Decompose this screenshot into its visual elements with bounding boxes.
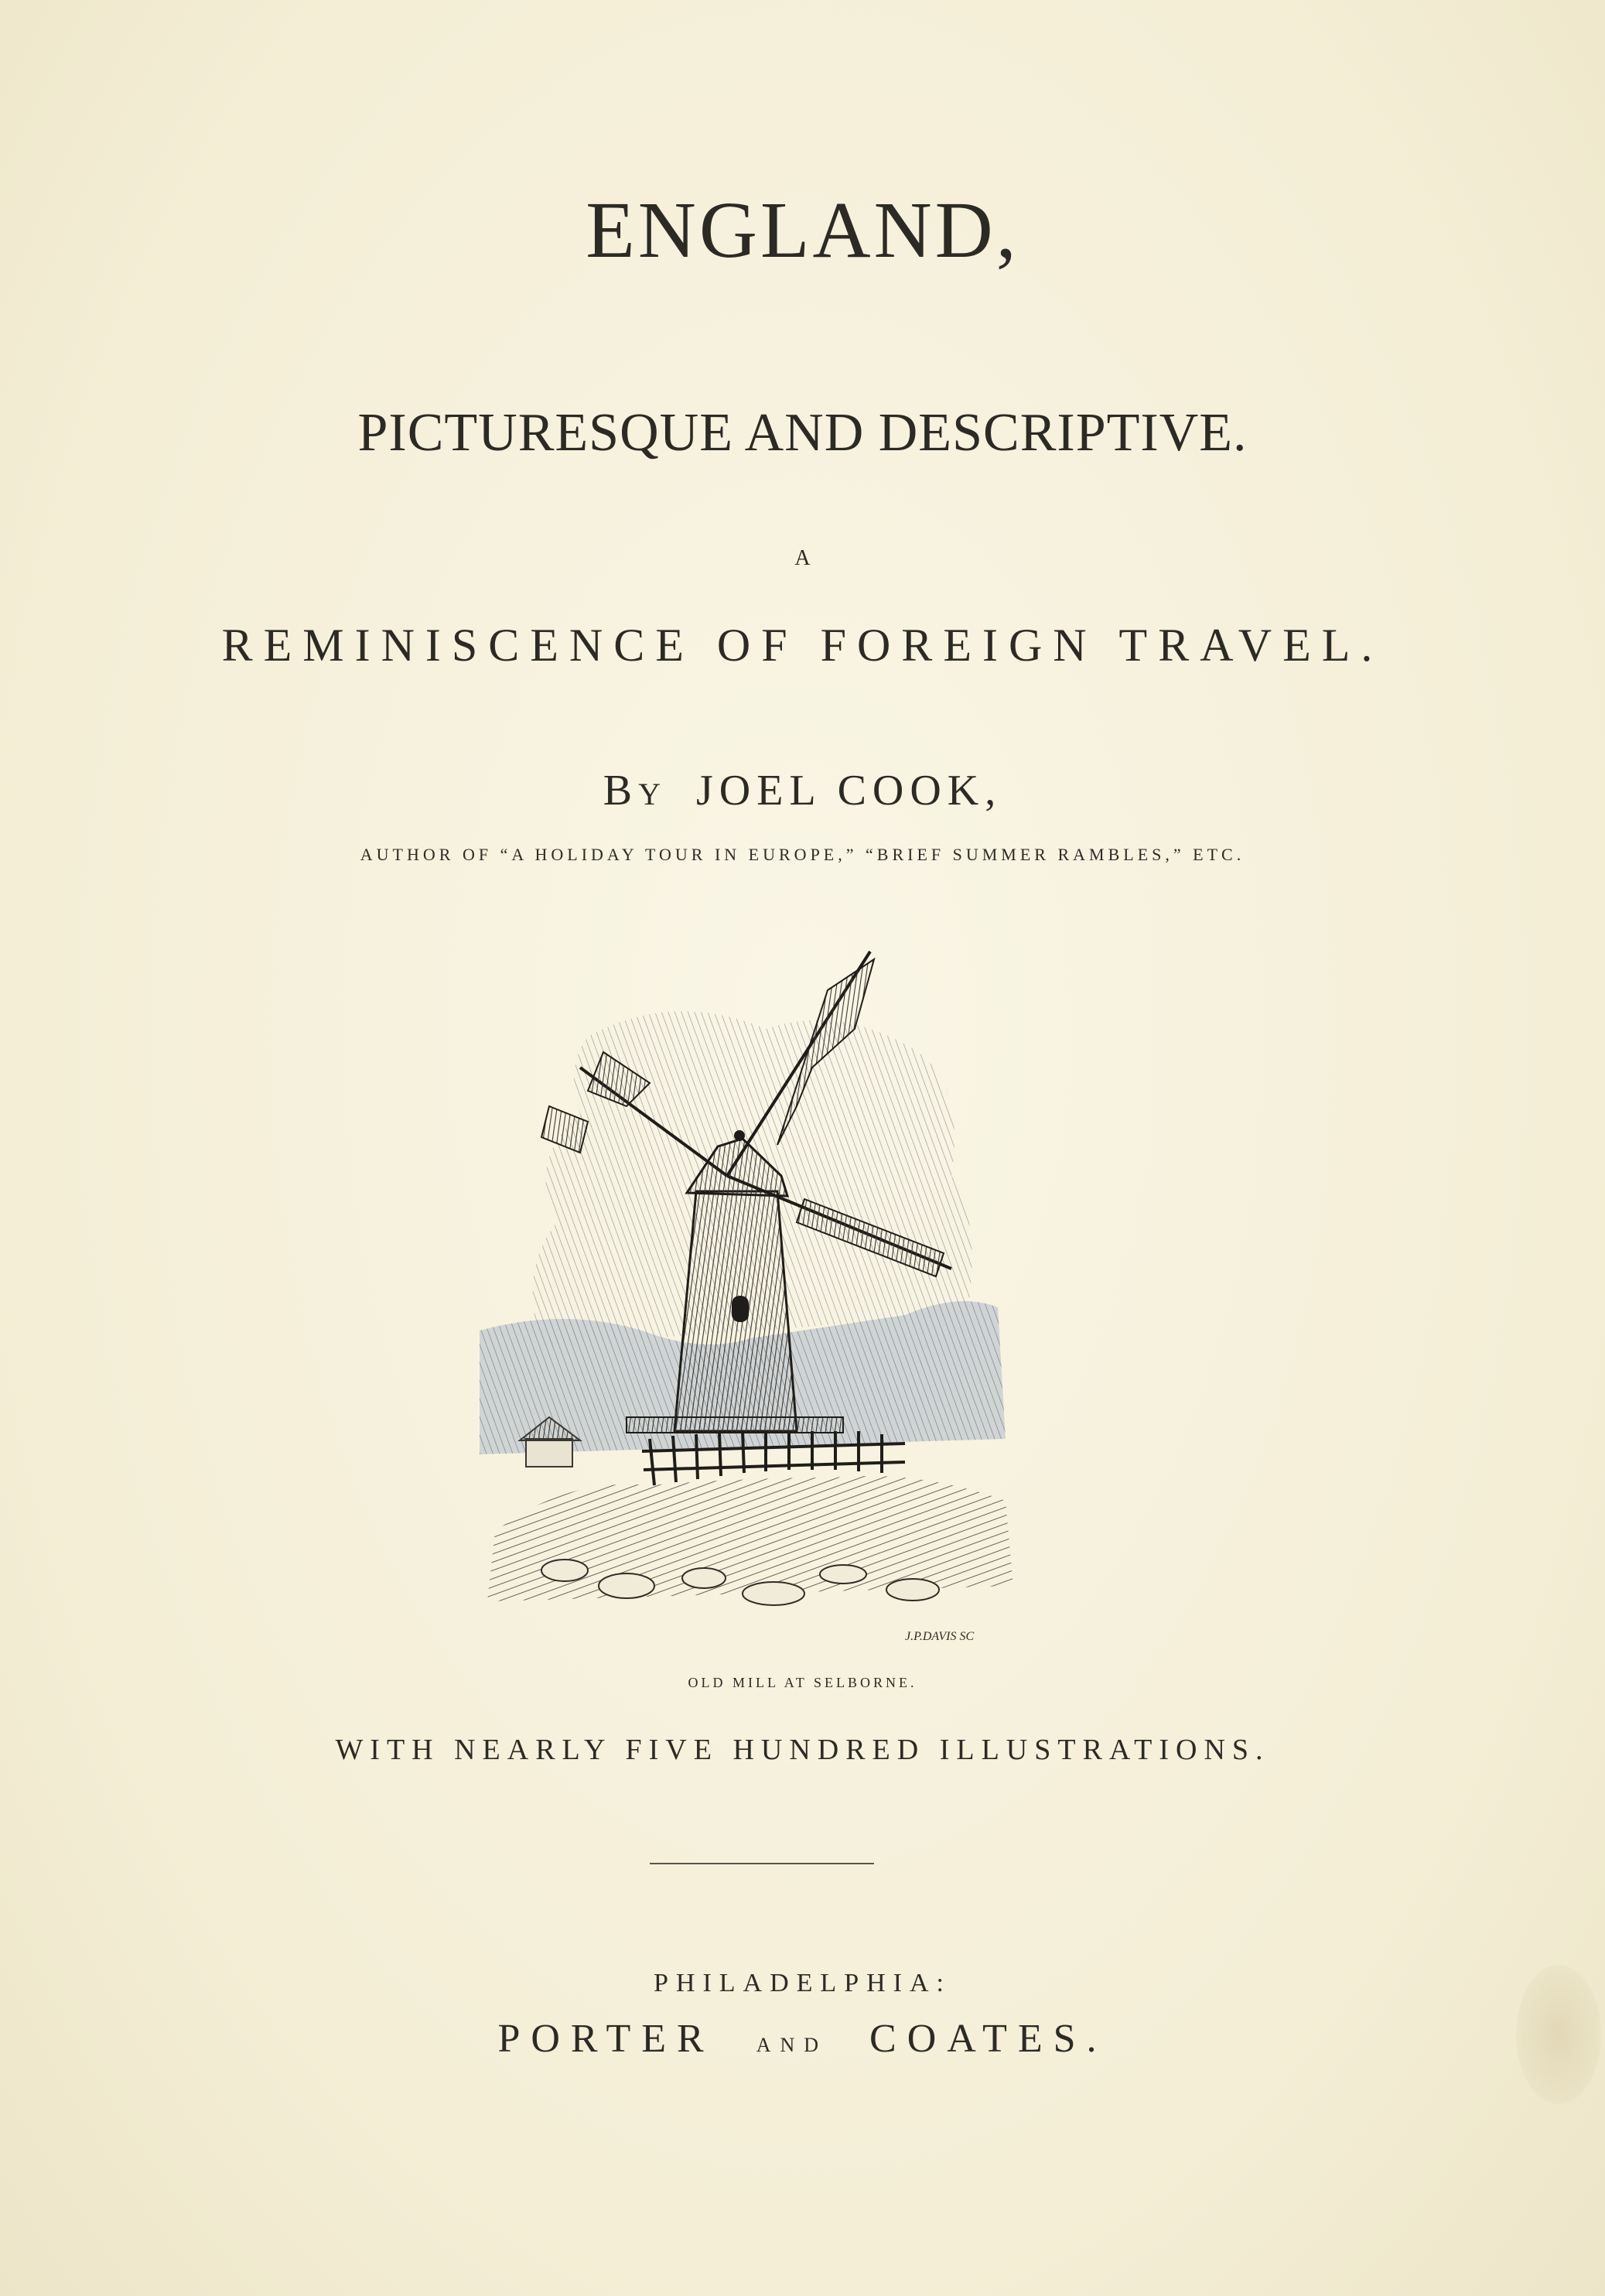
subtitle-reminiscence: REMINISCENCE OF FOREIGN TRAVEL. xyxy=(221,620,1384,671)
publisher-city: PHILADELPHIA: xyxy=(654,1969,951,1997)
engraver-signature: J.P.DAVIS SC xyxy=(905,1630,975,1643)
author-byline xyxy=(0,766,1605,815)
subtitle-article: A xyxy=(794,546,811,570)
illustrations-note: WITH NEARLY FIVE HUNDRED ILLUSTRATIONS. xyxy=(335,1734,1270,1766)
illustration-caption: OLD MILL AT SELBORNE. xyxy=(688,1675,917,1690)
publisher-and: AND xyxy=(756,2034,828,2056)
publisher-name xyxy=(0,2016,1605,2062)
mill-gallery xyxy=(627,1417,843,1433)
book-subtitle: PICTURESQUE AND DESCRIPTIVE. xyxy=(357,403,1248,463)
author-credits: AUTHOR OF “A HOLIDAY TOUR IN EUROPE,” “BRIEF SUMMER RAMBLES,” ETC. xyxy=(360,845,1245,864)
byline-prefix-small: Y xyxy=(638,777,662,811)
publisher-second: COATES. xyxy=(869,2017,1108,2061)
mill-window xyxy=(732,1296,749,1322)
divider-rule xyxy=(650,1863,874,1864)
author-name: JOEL COOK, xyxy=(696,767,1002,815)
windmill-engraving xyxy=(472,944,1029,1671)
byline-prefix: B xyxy=(603,767,639,815)
book-title: ENGLAND, xyxy=(586,186,1019,275)
grassy-mound xyxy=(487,1476,1013,1601)
cottage xyxy=(526,1439,572,1467)
publisher-first: PORTER xyxy=(497,2017,715,2061)
paper-stain xyxy=(1516,1965,1601,2104)
